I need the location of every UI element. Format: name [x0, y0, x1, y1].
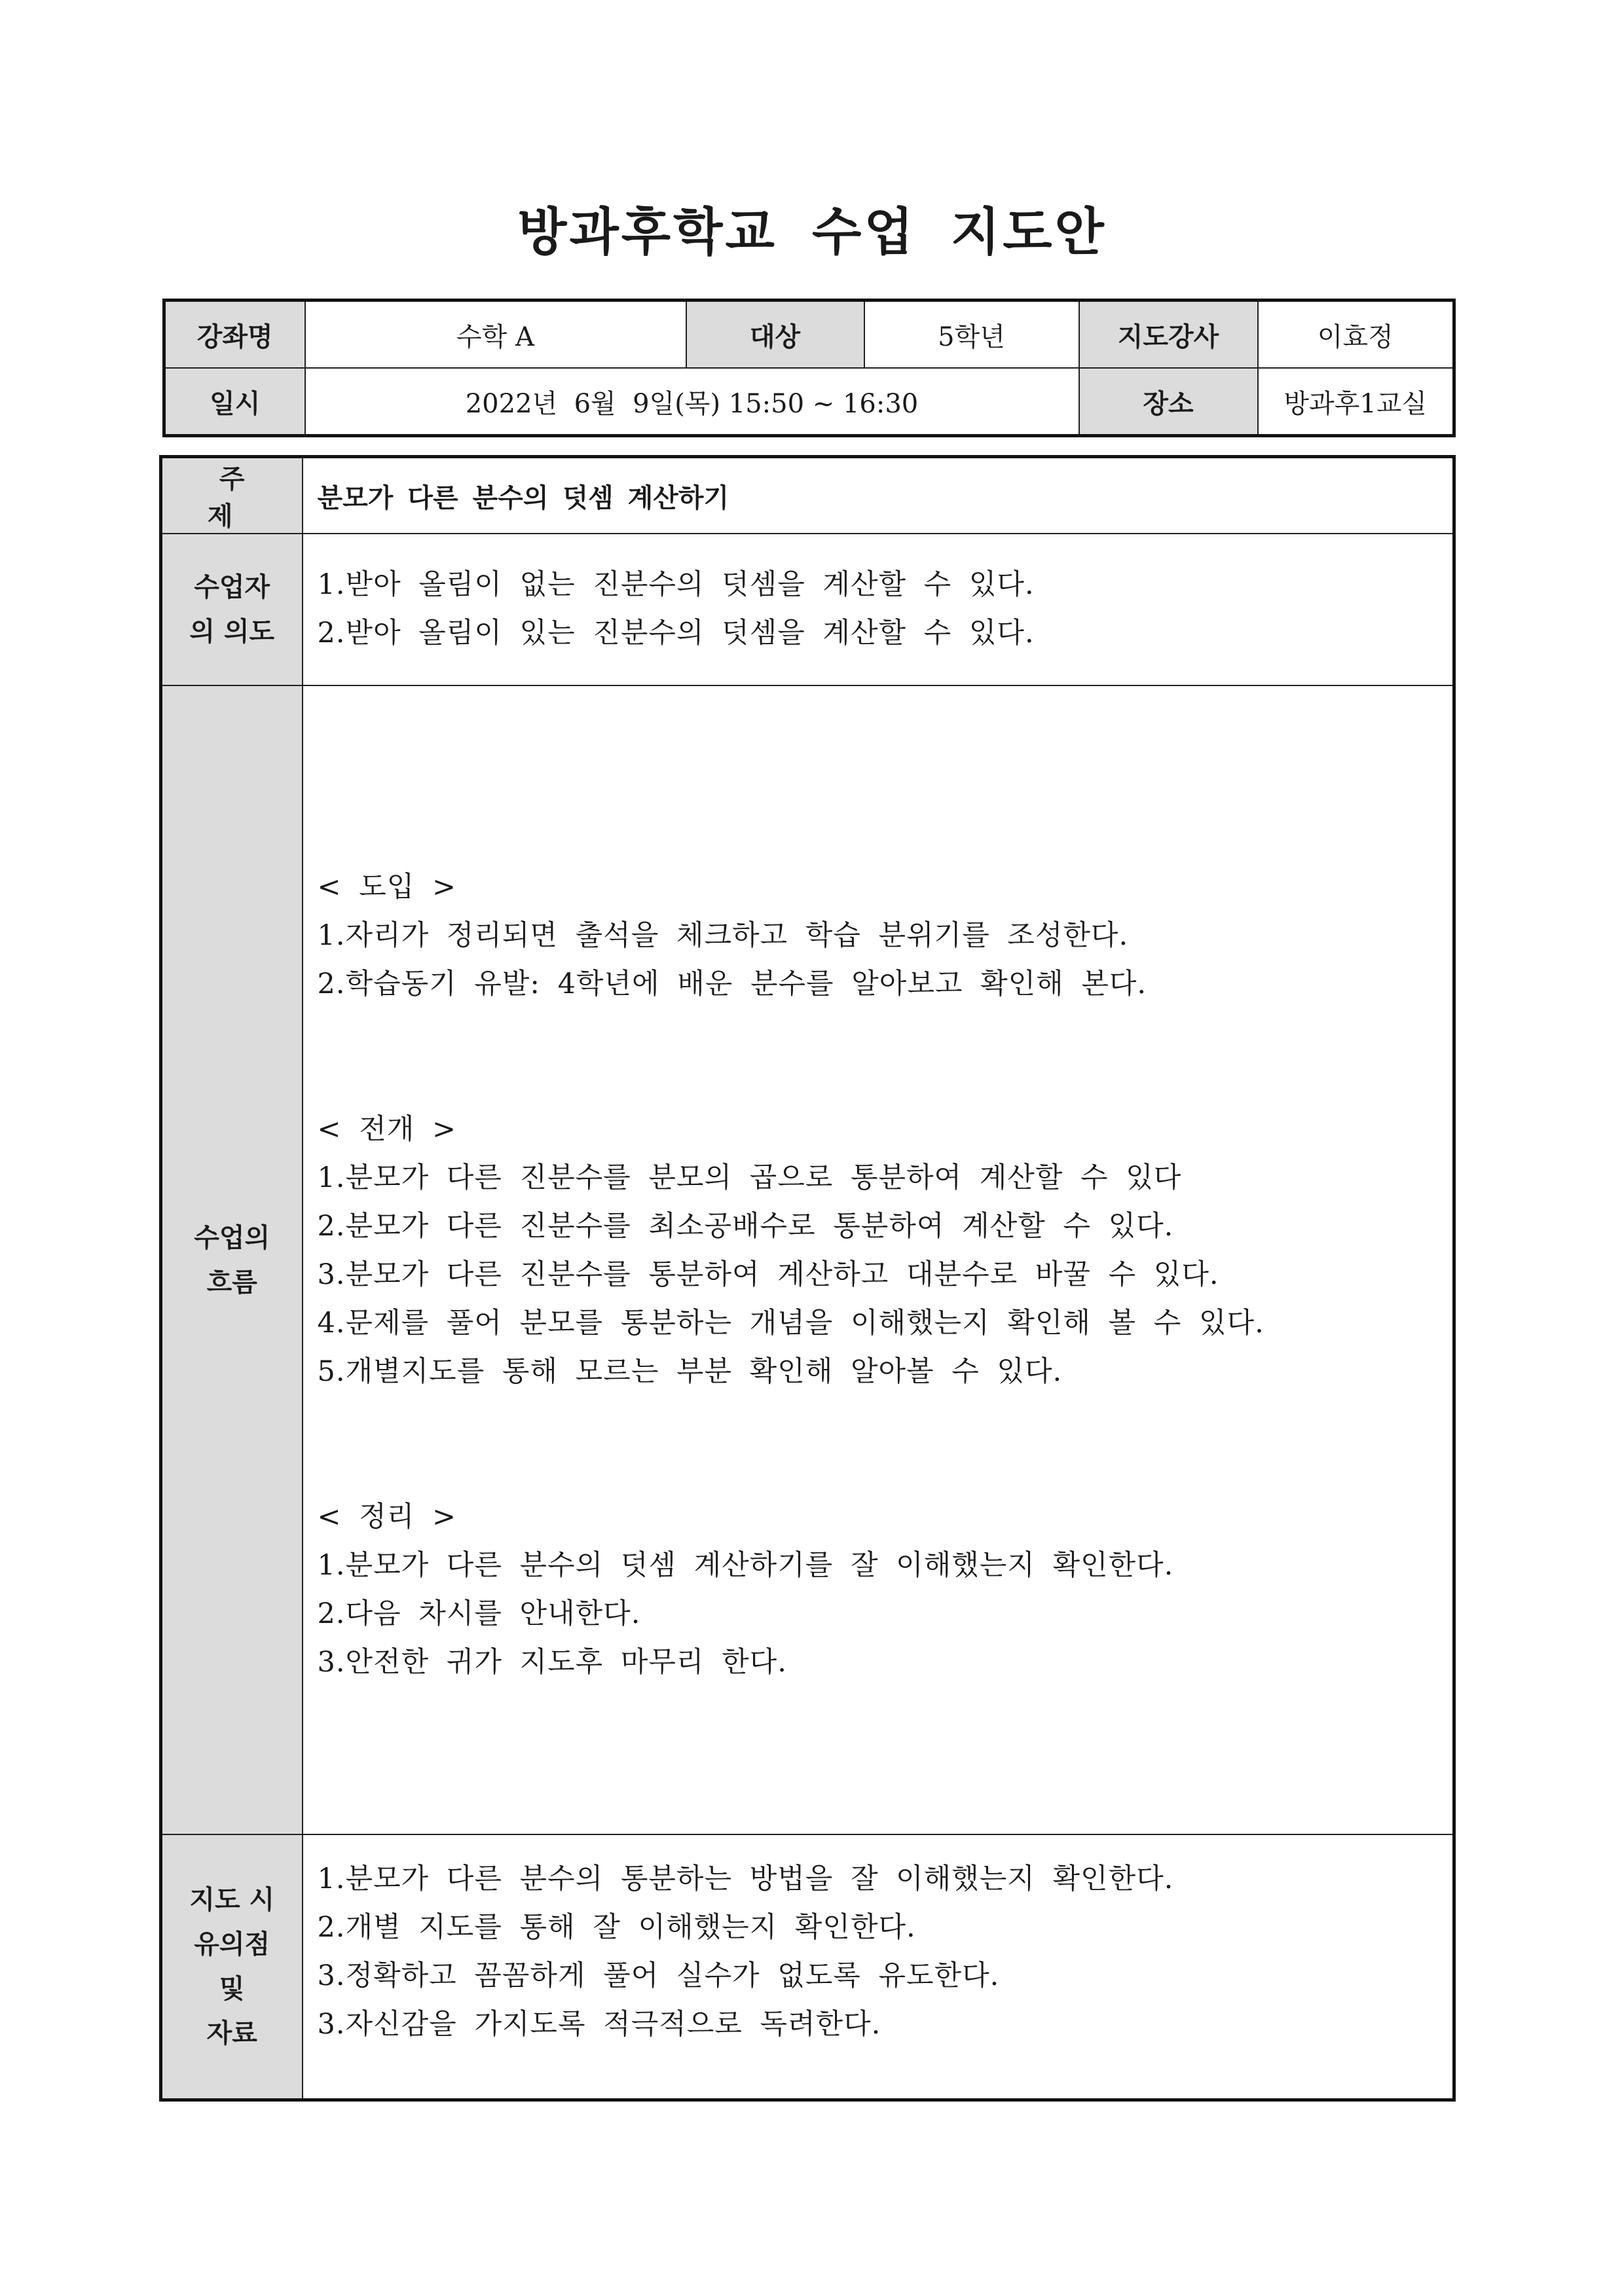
notes-label-line: 자료	[206, 2018, 257, 2049]
topic-row	[161, 457, 1454, 534]
notes-content	[303, 1834, 1454, 2100]
intent-label	[161, 534, 303, 685]
develop-item: 2.분모가 다른 진분수를 최소공배수로 통분하여 계산할 수 있다.	[317, 1210, 1174, 1243]
notes-item: 3.자신감을 가지도록 적극적으로 독려한다.	[317, 2008, 881, 2041]
course-info-row	[164, 301, 1454, 369]
intent-item: 2.받아 올림이 있는 진분수의 덧셈을 계산할 수 있다.	[317, 617, 1035, 649]
wrap-item: 2.다음 차시를 안내한다.	[317, 1597, 641, 1630]
intent-row	[161, 534, 1454, 685]
instructor-label: 지도강사	[1079, 301, 1258, 369]
intro-item: 2.학습동기 유발: 4학년에 배운 분수를 알아보고 확인해 본다.	[317, 968, 1147, 1000]
intent-label-line: 의 의도	[189, 617, 275, 647]
flow-label-line: 흐름	[206, 1267, 257, 1298]
target-label: 대상	[686, 301, 864, 369]
topic-label: 주 제	[161, 457, 303, 534]
notes-row	[161, 1834, 1454, 2100]
place-value: 방과후1교실	[1258, 368, 1454, 436]
develop-item: 5.개별지도를 통해 모르는 부분 확인해 알아볼 수 있다.	[317, 1355, 1063, 1388]
instructor-value: 이효정	[1258, 301, 1454, 369]
lesson-plan-table	[159, 455, 1456, 2102]
develop-item: 1.분모가 다른 진분수를 분모의 곱으로 통분하여 계산할 수 있다	[317, 1161, 1182, 1194]
flow-label	[161, 685, 303, 1834]
notes-item: 2.개별 지도를 통해 잘 이해했는지 확인한다.	[317, 1911, 916, 1944]
place-label: 장소	[1079, 368, 1258, 436]
intent-content	[303, 534, 1454, 685]
notes-item: 1.분모가 다른 분수의 통분하는 방법을 잘 이해했는지 확인한다.	[317, 1863, 1174, 1895]
target-value: 5학년	[864, 301, 1079, 369]
notes-label-line: 및	[219, 1973, 245, 2004]
course-label: 강좌명	[164, 301, 305, 369]
notes-item: 3.정확하고 꼼꼼하게 풀어 실수가 없도록 유도한다.	[317, 1959, 1000, 1992]
flow-content	[303, 685, 1454, 1834]
develop-item: 4.문제를 풀어 분모를 통분하는 개념을 이해했는지 확인해 볼 수 있다.	[317, 1307, 1264, 1339]
course-value: 수학 A	[305, 301, 686, 369]
flow-label-line: 수업의	[194, 1222, 270, 1253]
notes-label-line: 지도 시	[189, 1884, 275, 1915]
datetime-label: 일시	[164, 368, 305, 436]
wrap-item: 3.안전한 귀가 지도후 마무리 한다.	[317, 1646, 787, 1679]
notes-label	[161, 1834, 303, 2100]
notes-label-line: 유의점	[194, 1929, 270, 1959]
course-info-table	[162, 299, 1456, 437]
intro-item: 1.자리가 정리되면 출석을 체크하고 학습 분위기를 조성한다.	[317, 919, 1129, 952]
develop-heading: < 전개 >	[317, 1113, 456, 1146]
schedule-info-row	[164, 368, 1454, 436]
wrap-heading: < 정리 >	[317, 1501, 456, 1533]
datetime-value: 2022년 6월 9일(목) 15:50 ~ 16:30	[305, 368, 1079, 436]
flow-row	[161, 685, 1454, 1834]
topic-value: 분모가 다른 분수의 덧셈 계산하기	[303, 457, 1454, 534]
wrap-item: 1.분모가 다른 분수의 덧셈 계산하기를 잘 이해했는지 확인한다.	[317, 1549, 1174, 1582]
intent-item: 1.받아 올림이 없는 진분수의 덧셈을 계산할 수 있다.	[317, 568, 1035, 601]
intent-label-line: 수업자	[194, 572, 270, 602]
develop-item: 3.분모가 다른 진분수를 통분하여 계산하고 대분수로 바꿀 수 있다.	[317, 1258, 1219, 1291]
document-title: 방과후학교 수업 지도안	[517, 203, 1107, 262]
intro-heading: < 도입 >	[317, 871, 456, 903]
